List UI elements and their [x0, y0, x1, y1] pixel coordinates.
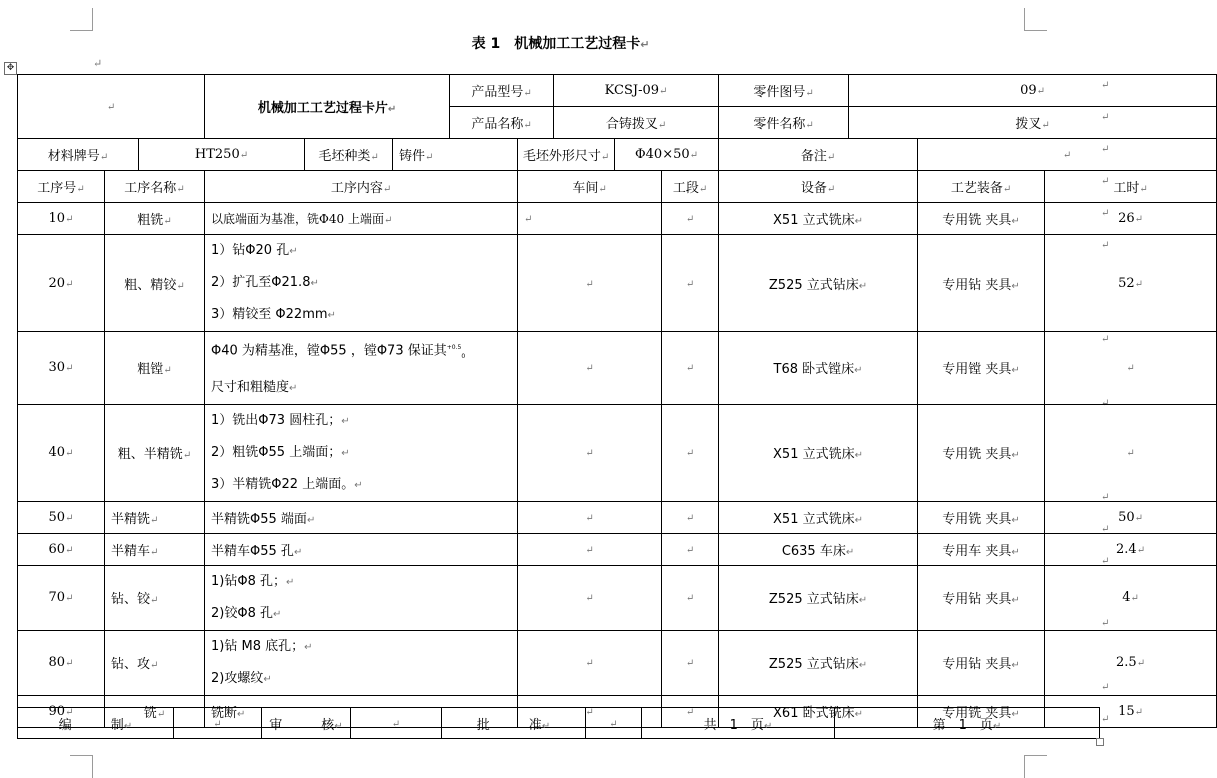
hours-cell: 26↵: [1045, 203, 1217, 235]
page-number: 第 1 页↵: [835, 708, 1100, 739]
table-row: [18, 332, 1217, 405]
fixture-cell: 专用钻 夹具↵: [918, 630, 1045, 695]
blank-cell: ↵: [18, 75, 205, 139]
material-value: HT250↵: [139, 139, 305, 171]
remark-value: ↵: [918, 139, 1217, 171]
table-row: [18, 501, 1217, 533]
section-cell: ↵: [662, 565, 719, 630]
op-name: 铣↵: [105, 695, 205, 727]
crop-mark-top-left: [70, 8, 93, 31]
op-content: 铣断↵: [205, 695, 518, 727]
fixture-cell: 专用钻 夹具↵: [918, 235, 1045, 332]
col-fixture: 工艺装备↵: [918, 171, 1045, 203]
table-row: [18, 533, 1217, 565]
op-content: Φ40 为精基准，镗Φ55 ，镗Φ73 保证其$^{+0.5}_0$ 尺寸和粗糙度↵: [205, 332, 518, 405]
blank-size-label: 毛坯外形尺寸↵: [518, 139, 615, 171]
op-name: 粗、精铰↵: [105, 235, 205, 332]
col-hours: 工时↵: [1045, 171, 1217, 203]
hours-cell: ↵: [1045, 332, 1217, 405]
process-card-table: [17, 74, 1217, 728]
section-cell: ↵: [662, 695, 719, 727]
row-end-mark: ↵: [1101, 112, 1110, 123]
section-cell: ↵: [662, 404, 719, 501]
part-name-value: 拨叉↵: [849, 107, 1217, 139]
op-no: 70↵: [18, 565, 105, 630]
op-no: 20↵: [18, 235, 105, 332]
hours-cell: ↵: [1045, 404, 1217, 501]
fixture-cell: 专用钻 夹具↵: [918, 565, 1045, 630]
hours-cell: 52↵: [1045, 235, 1217, 332]
op-no: 40↵: [18, 404, 105, 501]
part-drawing-no-label: 零件图号↵: [719, 75, 849, 107]
section-cell: ↵: [662, 501, 719, 533]
table-row: [18, 235, 1217, 332]
op-no: 50↵: [18, 501, 105, 533]
section-cell: ↵: [662, 332, 719, 405]
table-row: [18, 203, 1217, 235]
op-name: 半精铣↵: [105, 501, 205, 533]
row-end-mark: ↵: [1101, 334, 1110, 345]
approved-value: ↵: [586, 708, 642, 739]
equipment-cell: X51 立式铣床↵: [719, 404, 918, 501]
product-name-label: 产品名称↵: [450, 107, 554, 139]
blank-type-label: 毛坯种类↵: [305, 139, 393, 171]
equipment-cell: X61 卧式铣床↵: [719, 695, 918, 727]
op-content: 1)钻 M8 底孔；↵ 2)攻螺纹↵: [205, 630, 518, 695]
workshop-cell: ↵: [518, 332, 662, 405]
document-title: 表 1 机械加工工艺过程卡↵: [471, 36, 650, 52]
fixture-cell: 专用铣 夹具↵: [918, 501, 1045, 533]
row-end-mark: ↵: [1101, 176, 1110, 187]
row-end-mark: ↵: [1101, 398, 1110, 409]
fixture-cell: 专用车 夹具↵: [918, 533, 1045, 565]
part-name-label: 零件名称↵: [719, 107, 849, 139]
row-end-mark: ↵: [1101, 556, 1110, 567]
equipment-cell: Z525 立式钻床↵: [719, 565, 918, 630]
table-row: [18, 630, 1217, 695]
equipment-cell: Z525 立式钻床↵: [719, 235, 918, 332]
op-content: 半精车Φ55 孔↵: [205, 533, 518, 565]
op-no: 10↵: [18, 203, 105, 235]
product-model-value: KCSJ-09↵: [554, 75, 719, 107]
row-end-mark: ↵: [1101, 714, 1110, 725]
card-title: 机械加工工艺过程卡片↵: [205, 75, 450, 139]
op-name: 粗镗↵: [105, 332, 205, 405]
fixture-cell: 专用铣 夹具↵: [918, 404, 1045, 501]
op-name: 半精车↵: [105, 533, 205, 565]
remark-label: 备注↵: [719, 139, 918, 171]
op-no: 80↵: [18, 630, 105, 695]
row-end-mark: ↵: [1101, 208, 1110, 219]
crop-mark-bottom-left: [70, 755, 93, 778]
op-no: 60↵: [18, 533, 105, 565]
workshop-cell: ↵: [518, 630, 662, 695]
row-end-mark: ↵: [1101, 240, 1110, 251]
op-name: 钻、铰↵: [105, 565, 205, 630]
row-end-mark: ↵: [1101, 618, 1110, 629]
op-no: 90↵: [18, 695, 105, 727]
equipment-cell: C635 车床↵: [719, 533, 918, 565]
op-content: 半精铣Φ55 端面↵: [205, 501, 518, 533]
equipment-cell: X51 立式铣床↵: [719, 203, 918, 235]
workshop-cell: ↵: [518, 533, 662, 565]
reviewed-label: 审 核↵: [262, 708, 351, 739]
part-drawing-no-value: 09↵: [849, 75, 1217, 107]
section-cell: ↵: [662, 630, 719, 695]
tolerance-upper: +0.5: [446, 344, 462, 351]
table-row: [18, 404, 1217, 501]
col-workshop: 车间↵: [518, 171, 662, 203]
product-name-value: 合铸拨叉↵: [554, 107, 719, 139]
col-op-no: 工序号↵: [18, 171, 105, 203]
row-end-mark: ↵: [1101, 492, 1110, 503]
section-cell: ↵: [662, 235, 719, 332]
equipment-cell: T68 卧式镗床↵: [719, 332, 918, 405]
op-content: 1）铣出Φ73 圆柱孔；↵ 2）粗铣Φ55 上端面；↵ 3）半精铣Φ22 上端面。↵: [205, 404, 518, 501]
approved-label: 批 准↵: [442, 708, 586, 739]
col-op-content: 工序内容↵: [205, 171, 518, 203]
op-name: 钻、攻↵: [105, 630, 205, 695]
row-end-mark: ↵: [1101, 80, 1110, 91]
tolerance-lower: 0: [461, 352, 466, 360]
crop-mark-bottom-right: [1024, 755, 1047, 778]
equipment-cell: X51 立式铣床↵: [719, 501, 918, 533]
blank-size-value: Φ40×50↵: [615, 139, 719, 171]
material-label: 材料牌号↵: [18, 139, 139, 171]
total-pages: 共 1 页↵: [642, 708, 835, 739]
row-end-mark: ↵: [1101, 144, 1110, 155]
fixture-cell: 专用铣 夹具↵: [918, 695, 1045, 727]
op-content: 1)钻Φ8 孔；↵ 2)铰Φ8 孔↵: [205, 565, 518, 630]
col-op-name: 工序名称↵: [105, 171, 205, 203]
section-cell: ↵: [662, 533, 719, 565]
paragraph-mark: ↵: [93, 57, 103, 70]
fixture-cell: 专用镗 夹具↵: [918, 332, 1045, 405]
col-section: 工段↵: [662, 171, 719, 203]
col-equipment: 设备↵: [719, 171, 918, 203]
blank-type-value: 铸件↵: [393, 139, 518, 171]
op-name: 粗、半精铣↵: [105, 404, 205, 501]
section-cell: ↵: [662, 203, 719, 235]
workshop-cell: ↵: [518, 695, 662, 727]
workshop-cell: ↵: [518, 404, 662, 501]
product-model-label: 产品型号↵: [450, 75, 554, 107]
workshop-cell: ↵: [518, 501, 662, 533]
workshop-cell: ↵: [518, 565, 662, 630]
workshop-cell: ↵: [518, 203, 662, 235]
signature-footer-table: [17, 707, 1100, 739]
op-no: 30↵: [18, 332, 105, 405]
table-move-handle-icon[interactable]: ✥: [4, 62, 17, 75]
equipment-cell: Z525 立式钻床↵: [719, 630, 918, 695]
hours-cell: 50↵: [1045, 501, 1217, 533]
op-content: 以底端面为基准，铣Φ40 上端面↵: [205, 203, 518, 235]
hours-cell: 4↵: [1045, 565, 1217, 630]
op-content: 1）钻Φ20 孔↵ 2）扩孔至Φ21.8↵ 3）精铰至 Φ22mm↵: [205, 235, 518, 332]
compiled-label: 编 制↵: [18, 708, 174, 739]
row-end-mark: ↵: [1101, 682, 1110, 693]
hours-cell: 15↵: [1045, 695, 1217, 727]
hours-cell: 2.5↵: [1045, 630, 1217, 695]
table-resize-handle[interactable]: [1096, 738, 1104, 746]
workshop-cell: ↵: [518, 235, 662, 332]
reviewed-value: ↵: [351, 708, 442, 739]
table-row: [18, 565, 1217, 630]
op-name: 粗铣↵: [105, 203, 205, 235]
row-end-mark: ↵: [1101, 524, 1110, 535]
hours-cell: 2.4↵: [1045, 533, 1217, 565]
compiled-value: ↵: [174, 708, 262, 739]
fixture-cell: 专用铣 夹具↵: [918, 203, 1045, 235]
crop-mark-top-right: [1024, 8, 1047, 31]
